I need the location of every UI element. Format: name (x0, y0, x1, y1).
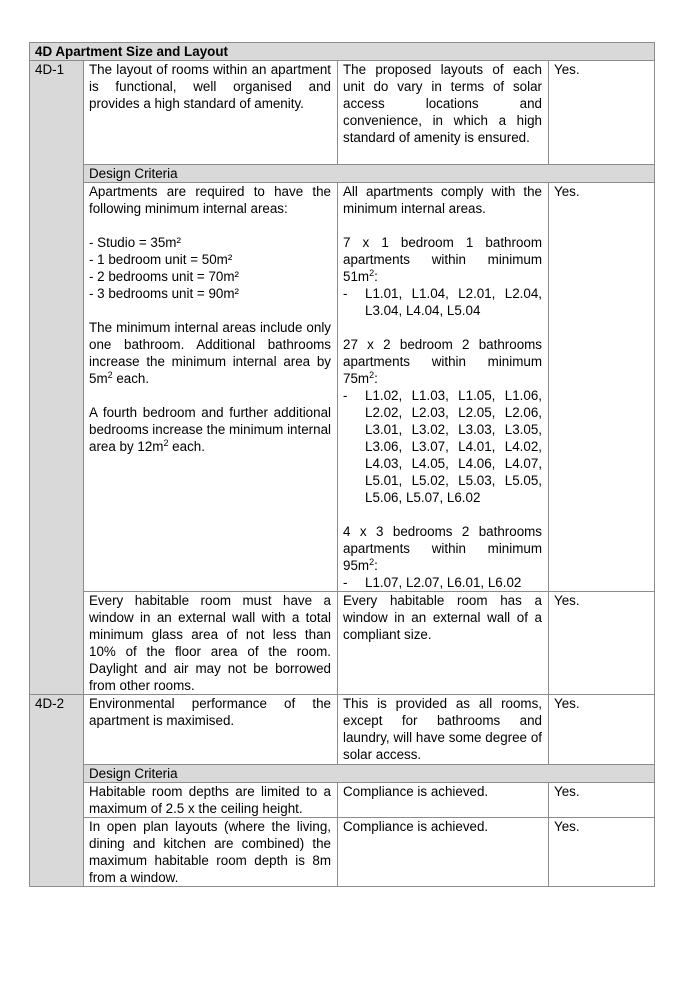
response-intro: All apartments comply with the minimum internal areas. (343, 184, 542, 216)
apartment-size-layout-table (29, 42, 655, 887)
compliance-cell: Yes. (549, 783, 655, 818)
design-criteria-label: Design Criteria (84, 765, 655, 783)
unit-group-heading: 4 x 3 bedrooms 2 bathrooms apartments within minimum $95m^2$: (343, 524, 542, 573)
section-header-row (30, 43, 655, 61)
criteria-row (30, 818, 655, 887)
objective-text: The layout of rooms within an apartment is functional, well organised and provides a high standard of amenity. (84, 61, 338, 165)
objective-response: The proposed layouts of each unit do vary in terms of solar access locations and convenience, in which a high standard of amenity is ensured. (338, 61, 549, 165)
section-title: 4D Apartment Size and Layout (30, 43, 655, 61)
criteria-row (30, 783, 655, 818)
criteria-requirement: In open plan layouts (where the living, dining and kitchen are combined) the maximum habitable room depth is 8m from a window. (84, 818, 338, 887)
criteria-requirement: Every habitable room must have a window in an external wall with a total minimum glass area of not less than 10% of the floor area of the room. Daylight and air may not be borrowed from other rooms. (84, 592, 338, 695)
objective-id: 4D-2 (30, 695, 84, 887)
unit-list-item: - L1.07, L2.07, L6.01, L6.02 (343, 574, 542, 591)
unit-list (343, 387, 542, 506)
criteria-requirement (84, 183, 338, 592)
unit-group-heading: 27 x 2 bedroom 2 bathrooms apartments within minimum $75m^2$: (343, 337, 542, 386)
compliance-cell: Yes. (549, 592, 655, 695)
objective-id: 4D-1 (30, 61, 84, 695)
criteria-response: Compliance is achieved. (338, 783, 549, 818)
compliance-cell: Yes. (549, 61, 655, 165)
bedroom-note: A fourth bedroom and further additional bedrooms increase the minimum internal area by $12m^2$ each. (89, 405, 331, 454)
unit-list (343, 574, 542, 591)
criteria-response: Every habitable room has a window in an external wall of a compliant size. (338, 592, 549, 695)
list-item: - 1 bedroom unit = 50m² (89, 252, 233, 267)
objective-text: Environmental performance of the apartment is maximised. (84, 695, 338, 765)
design-criteria-label: Design Criteria (84, 165, 655, 183)
unit-group-heading: 7 x 1 bedroom 1 bathroom apartments within minimum $51m^2$: (343, 235, 542, 284)
design-criteria-row (30, 165, 655, 183)
criteria-row (30, 183, 655, 592)
compliance-cell: Yes. (549, 695, 655, 765)
compliance-cell: Yes. (549, 183, 655, 592)
bathroom-note: The minimum internal areas include only one bathroom. Additional bathrooms increase the minimum internal area by $5m^2$ each. (89, 320, 331, 386)
requirement-intro: Apartments are required to have the following minimum internal areas: (89, 184, 331, 216)
objective-row (30, 61, 655, 165)
design-criteria-row (30, 765, 655, 783)
unit-list-item: - L1.02, L1.03, L1.05, L1.06, L2.02, L2.03, L2.05, L2.06, L3.01, L3.02, L3.03, L3.05, L3.06, L3.07, L4.01, L4.02, L4.03, L4.05, L4.06, L4.07, L5.01, L5.02, L5.03, L5.05, L5.06, L5.07, L6.02 (343, 387, 542, 506)
objective-response: This is provided as all rooms, except for bathrooms and laundry, will have some degree of solar access. (338, 695, 549, 765)
objective-row (30, 695, 655, 765)
criteria-row (30, 592, 655, 695)
list-item: - 2 bedrooms unit = 70m² (89, 269, 239, 284)
criteria-response (338, 183, 549, 592)
minimum-area-list (89, 234, 331, 302)
compliance-cell: Yes. (549, 818, 655, 887)
criteria-requirement: Habitable room depths are limited to a maximum of 2.5 x the ceiling height. (84, 783, 338, 818)
unit-list-item: - L1.01, L1.04, L2.01, L2.04, L3.04, L4.04, L5.04 (343, 285, 542, 319)
list-item: - 3 bedrooms unit = 90m² (89, 286, 239, 301)
unit-list (343, 285, 542, 319)
criteria-response: Compliance is achieved. (338, 818, 549, 887)
list-item: - Studio = 35m² (89, 235, 181, 250)
